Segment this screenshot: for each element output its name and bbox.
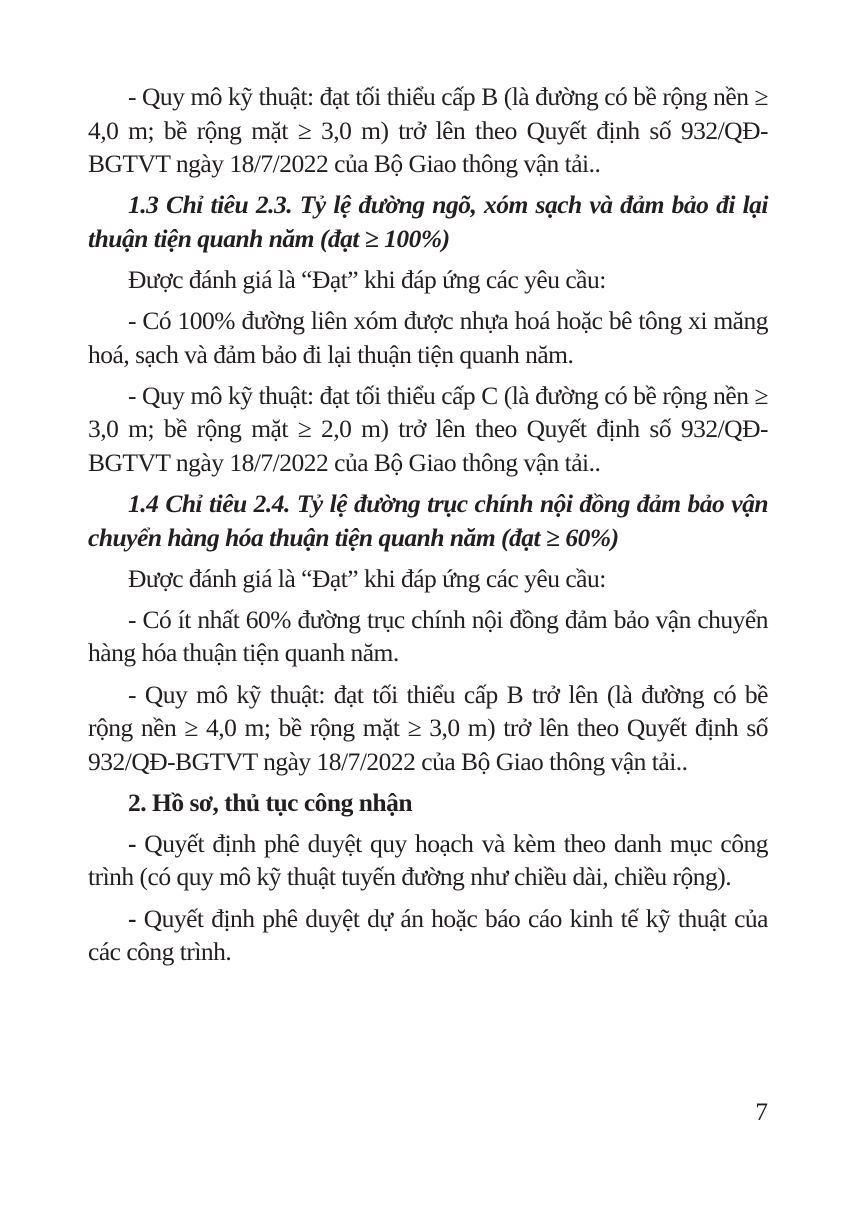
document-page (88, 80, 768, 976)
bullet-dash: - (128, 828, 136, 858)
paragraph-evaluation-intro: Được đánh giá là “Đạt” khi đáp ứng các yêu cầu: (128, 264, 606, 294)
paragraph-road-scale-b: - Quy mô kỹ thuật: đạt tối thiểu cấp B (là đường có bề rộng nền ≥ 4,0 m; bề rộng mặt ≥ 3,0 m) trở lên theo Quyết định số 932/QĐ-BGTVT ngày 18/7/2022 của Bộ Giao thông vận tải.. (88, 82, 768, 179)
section-heading-documents: 2. Hồ sơ, thủ tục công nhận (128, 787, 413, 817)
paragraph-100-percent: - Có 100% đường liên xóm được nhựa hoá hoặc bê tông xi măng hoá, sạch và đảm bảo đi lại thuận tiện quanh năm. (88, 306, 768, 369)
page-number: 7 (755, 1097, 768, 1126)
heading-criterion-2-4: 1.4 Chỉ tiêu 2.4. Tỷ lệ đường trục chính nội đồng đảm bảo vận chuyển hàng hóa thuận tiện quanh năm (đạt ≥ 60%) (88, 489, 768, 552)
bullet-planning-decision (88, 827, 768, 894)
paragraph-road-scale-c: - Quy mô kỹ thuật: đạt tối thiểu cấp C (là đường có bề rộng nền ≥ 3,0 m; bề rộng mặt ≥ 2,0 m) trở lên theo Quyết định số 932/QĐ-BGTVT ngày 18/7/2022 của Bộ Giao thông vận tải.. (88, 380, 768, 477)
paragraph-evaluation-intro-2: Được đánh giá là “Đạt” khi đáp ứng các yêu cầu: (128, 563, 606, 593)
paragraph-60-percent: - Có ít nhất 60% đường trục chính nội đồng đảm bảo vận chuyển hàng hóa thuận tiện quanh năm. (88, 604, 768, 668)
bullet-text: Quyết định phê duyệt quy hoạch và kèm theo danh mục công trình (có quy mô kỹ thuật tuyến đường như chiều dài, chiều rộng). (88, 828, 768, 892)
heading-criterion-2-3: 1.3 Chỉ tiêu 2.3. Tỷ lệ đường ngõ, xóm sạch và đảm bảo đi lại thuận tiện quanh năm (đạt ≥ 100%) (88, 190, 768, 253)
bullet-dash: - (128, 903, 136, 933)
paragraph-road-scale-b-2: - Quy mô kỹ thuật: đạt tối thiểu cấp B trở lên (là đường có bề rộng nền ≥ 4,0 m; bề rộng mặt ≥ 3,0 m) trở lên theo Quyết định số 932/QĐ-BGTVT ngày 18/7/2022 của Bộ Giao thông vận tải.. (88, 679, 768, 776)
bullet-text: Quyết định phê duyệt dự án hoặc báo cáo kinh tế kỹ thuật của các công trình. (88, 903, 768, 967)
bullet-project-decision (88, 902, 768, 969)
